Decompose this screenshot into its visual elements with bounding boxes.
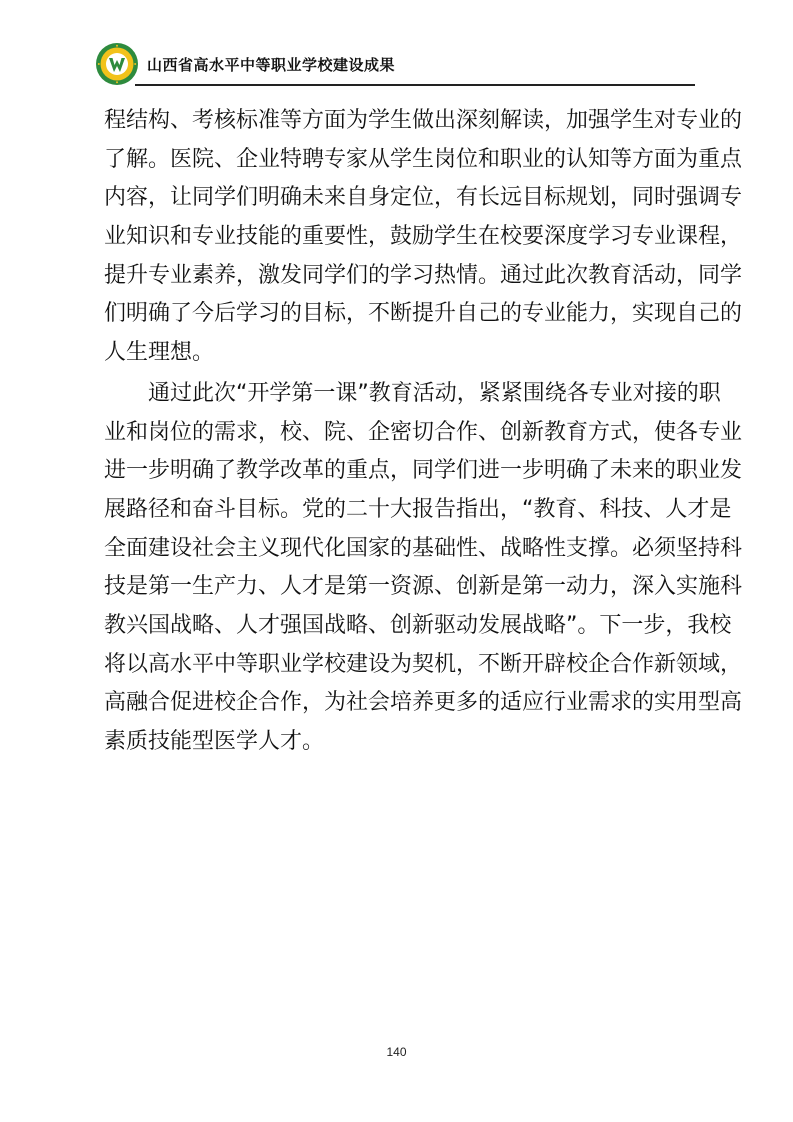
- text-line: 们明确了今后学习的目标，不断提升自己的专业能力，实现自己的: [104, 301, 743, 327]
- text-line: 全面建设社会主义现代化国家的基础性、战略性支撑。必须坚持科: [104, 535, 743, 561]
- header-title: 山西省高水平中等职业学校建设成果: [147, 56, 396, 74]
- text-line: 教兴国战略、人才强国战略、创新驱动发展战略”。下一步，我校: [104, 612, 732, 638]
- text-line: 程结构、考核标准等方面为学生做出深刻解读，加强学生对专业的: [104, 108, 743, 133]
- text-line: 高融合促进校企合作，为社会培养更多的适应行业需求的实用型高: [104, 690, 743, 716]
- text-line: 人生理想。: [104, 340, 215, 366]
- paragraph-2: [104, 375, 743, 762]
- text-line: 进一步明确了教学改革的重点，同学们进一步明确了未来的职业发: [104, 458, 743, 484]
- page-header: [95, 40, 700, 90]
- text-line: 业和岗位的需求，校、院、企密切合作、创新教育方式，使各专业: [104, 419, 743, 445]
- text-line: 将以高水平中等职业学校建设为契机，不断开辟校企合作新领域，: [104, 651, 743, 677]
- header-divider: [135, 84, 695, 86]
- text-line: 内容，让同学们明确未来自身定位，有长远目标规划，同时强调专: [104, 185, 743, 211]
- document-body: [104, 102, 743, 762]
- text-line: 素质技能型医学人才。: [104, 729, 325, 754]
- text-line: 技是第一生产力、人才是第一资源、创新是第一动力，深入实施科: [104, 574, 743, 600]
- paragraph-1: [104, 102, 743, 373]
- text-line: 通过此次“开学第一课”教育活动，紧紧围绕各专业对接的职: [148, 380, 721, 406]
- text-line: 了解。医院、企业特聘专家从学生岗位和职业的认知等方面为重点: [104, 146, 743, 172]
- text-line: 展路径和奋斗目标。党的二十大报告指出，“教育、科技、人才是: [104, 496, 732, 522]
- text-line: 业知识和专业技能的重要性，鼓励学生在校要深度学习专业课程，: [104, 224, 743, 250]
- text-line: 提升专业素养，激发同学们的学习热情。通过此次教育活动，同学: [104, 262, 743, 288]
- school-logo-icon: [95, 42, 139, 86]
- page-number: 140: [386, 1045, 407, 1059]
